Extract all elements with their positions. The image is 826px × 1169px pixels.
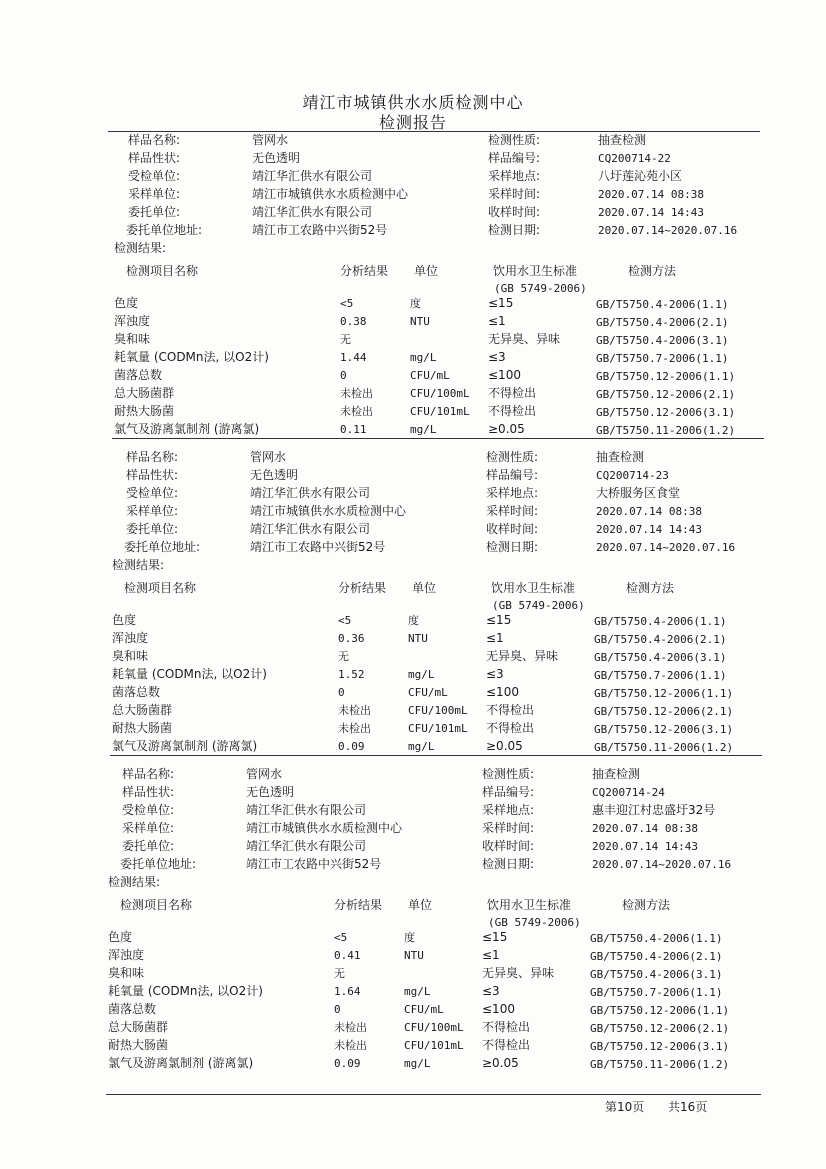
inspected-unit-value: 靖江华汇供水有限公司 <box>250 486 371 500</box>
result-row-value: 未检出 <box>340 387 373 400</box>
sampling-site-label: 采样地点: <box>482 803 535 817</box>
result-row-value: 1.64 <box>334 985 361 998</box>
result-row-item: 臭和味 <box>112 649 149 663</box>
result-row-method: GB/T5750.4-2006(1.1) <box>594 615 727 628</box>
test-date-label: 检测日期: <box>488 223 541 237</box>
result-row-method: GB/T5750.7-2006(1.1) <box>594 669 727 682</box>
client-unit-label: 委托单位: <box>128 205 181 219</box>
result-row-standard: 不得检出 <box>486 721 535 735</box>
result-row-unit: mg/L <box>408 668 435 681</box>
result-row-unit: CFU/mL <box>404 1003 444 1016</box>
column-header-standard: 饮用水卫生标准 <box>491 581 576 595</box>
test-date-value: 2020.07.14~2020.07.16 <box>598 224 738 237</box>
result-row-standard: ≤15 <box>486 613 512 627</box>
sampling-unit-label: 采样单位: <box>126 504 179 518</box>
sampling-site-label: 采样地点: <box>486 486 539 500</box>
test-nature-value: 抽查检测 <box>596 450 645 464</box>
result-row-value: 0.41 <box>334 949 361 962</box>
test-nature-value: 抽查检测 <box>598 133 647 147</box>
sample-state-label: 样品性状: <box>128 151 181 165</box>
sampling-time-label: 采样时间: <box>482 821 535 835</box>
client-address-label: 委托单位地址: <box>124 540 201 554</box>
report-section <box>108 766 768 1086</box>
sample-number-value: CQ200714-23 <box>596 469 669 482</box>
result-row-method: GB/T5750.12-2006(3.1) <box>596 406 736 419</box>
result-row-method: GB/T5750.4-2006(3.1) <box>596 334 729 347</box>
result-row-value: 0.36 <box>338 632 365 645</box>
result-row-standard: ≤3 <box>486 667 504 681</box>
result-row-standard: ≤100 <box>482 1002 515 1016</box>
sampling-site-value: 惠丰迎江村忠盛圩32号 <box>592 803 716 817</box>
column-header-standard: 饮用水卫生标准 <box>487 898 572 912</box>
result-row-unit: mg/L <box>404 1057 431 1070</box>
inspected-unit-label: 受检单位: <box>122 803 175 817</box>
sample-state-value: 无色透明 <box>252 151 301 165</box>
result-row-item: 菌落总数 <box>114 368 163 382</box>
result-row-item: 耗氧量 (CODMn法, 以O2计) <box>114 350 269 364</box>
client-unit-value: 靖江华汇供水有限公司 <box>250 522 371 536</box>
result-row-standard: ≤3 <box>488 350 506 364</box>
result-row-method: GB/T5750.12-2006(2.1) <box>590 1022 730 1035</box>
result-row-value: 未检出 <box>334 1021 367 1034</box>
sampling-time-label: 采样时间: <box>486 504 539 518</box>
result-row-item: 总大肠菌群 <box>108 1020 169 1034</box>
results-heading: 检测结果: <box>114 241 167 255</box>
result-row-method: GB/T5750.4-2006(3.1) <box>590 968 723 981</box>
report-section <box>114 132 774 452</box>
test-nature-label: 检测性质: <box>488 133 541 147</box>
result-row-item: 浑浊度 <box>112 631 149 645</box>
client-unit-value: 靖江华汇供水有限公司 <box>246 839 367 853</box>
column-header-unit: 单位 <box>412 581 437 595</box>
result-row-standard: ≤1 <box>486 631 504 645</box>
result-row-method: GB/T5750.12-2006(1.1) <box>590 1004 730 1017</box>
column-header-standard-ref: (GB 5749-2006) <box>492 599 585 612</box>
test-date-value: 2020.07.14~2020.07.16 <box>592 858 732 871</box>
result-row-standard: ≤100 <box>488 368 521 382</box>
page-total: 共16页 <box>668 1100 708 1114</box>
result-row-value: 0 <box>340 369 347 382</box>
result-row-unit: CFU/100mL <box>410 387 470 400</box>
client-address-label: 委托单位地址: <box>120 857 197 871</box>
result-row-method: GB/T5750.12-2006(2.1) <box>596 388 736 401</box>
result-row-method: GB/T5750.12-2006(3.1) <box>590 1040 730 1053</box>
test-nature-value: 抽查检测 <box>592 767 641 781</box>
result-row-item: 浑浊度 <box>108 948 145 962</box>
sample-name-label: 样品名称: <box>128 133 181 147</box>
column-header-result: 分析结果 <box>334 898 383 912</box>
sample-state-value: 无色透明 <box>246 785 295 799</box>
result-row-standard: 无异臭、异味 <box>488 332 561 346</box>
receive-time-label: 收样时间: <box>486 522 539 536</box>
result-row-unit: 度 <box>410 297 421 310</box>
result-row-standard: ≤1 <box>488 314 506 328</box>
result-row-standard: 不得检出 <box>488 404 537 418</box>
sample-name-label: 样品名称: <box>126 450 179 464</box>
client-address-value: 靖江市工农路中兴街52号 <box>252 223 388 237</box>
result-row-unit: CFU/mL <box>408 686 448 699</box>
result-row-value: 0.09 <box>334 1057 361 1070</box>
results-heading: 检测结果: <box>108 875 161 889</box>
result-row-standard: 不得检出 <box>482 1020 531 1034</box>
result-row-value: 1.44 <box>340 351 367 364</box>
sample-name-value: 管网水 <box>252 133 289 147</box>
column-header-item: 检测项目名称 <box>124 581 197 595</box>
result-row-value: 1.52 <box>338 668 365 681</box>
sampling-unit-value: 靖江市城镇供水水质检测中心 <box>250 504 407 518</box>
column-header-result: 分析结果 <box>340 264 389 278</box>
result-row-standard: ≤100 <box>486 685 519 699</box>
sample-number-label: 样品编号: <box>482 785 535 799</box>
results-heading: 检测结果: <box>112 558 165 572</box>
column-header-standard-ref: (GB 5749-2006) <box>488 916 581 929</box>
result-row-item: 色度 <box>108 930 133 944</box>
result-row-unit: NTU <box>404 949 424 962</box>
receive-time-label: 收样时间: <box>482 839 535 853</box>
test-date-value: 2020.07.14~2020.07.16 <box>596 541 736 554</box>
sampling-unit-label: 采样单位: <box>128 187 181 201</box>
result-row-unit: mg/L <box>410 351 437 364</box>
section-rule <box>110 755 762 756</box>
result-row-method: GB/T5750.4-2006(1.1) <box>596 298 729 311</box>
result-row-method: GB/T5750.7-2006(1.1) <box>590 986 723 999</box>
result-row-item: 臭和味 <box>114 332 151 346</box>
result-row-method: GB/T5750.12-2006(1.1) <box>594 687 734 700</box>
section-rule <box>112 438 764 439</box>
column-header-method: 检测方法 <box>622 898 671 912</box>
sample-number-value: CQ200714-22 <box>598 152 671 165</box>
result-row-item: 菌落总数 <box>108 1002 157 1016</box>
test-date-label: 检测日期: <box>482 857 535 871</box>
result-row-value: <5 <box>340 297 354 310</box>
page-number: 第10页 <box>605 1100 645 1114</box>
client-unit-label: 委托单位: <box>122 839 175 853</box>
result-row-method: GB/T5750.11-2006(1.2) <box>590 1058 730 1071</box>
result-row-item: 总大肠菌群 <box>112 703 173 717</box>
sampling-time-value: 2020.07.14 08:38 <box>592 822 698 835</box>
test-date-label: 检测日期: <box>486 540 539 554</box>
result-row-unit: mg/L <box>410 423 437 436</box>
sample-name-value: 管网水 <box>246 767 283 781</box>
client-unit-value: 靖江华汇供水有限公司 <box>252 205 373 219</box>
result-row-method: GB/T5750.4-2006(1.1) <box>590 932 723 945</box>
sampling-time-value: 2020.07.14 08:38 <box>596 505 702 518</box>
sample-state-label: 样品性状: <box>126 468 179 482</box>
result-row-unit: CFU/100mL <box>404 1021 464 1034</box>
receive-time-value: 2020.07.14 14:43 <box>596 523 702 536</box>
column-header-unit: 单位 <box>414 264 439 278</box>
footer-rule <box>106 1094 761 1095</box>
inspected-unit-label: 受检单位: <box>126 486 179 500</box>
result-row-item: 耐热大肠菌 <box>112 721 173 735</box>
result-row-method: GB/T5750.12-2006(2.1) <box>594 705 734 718</box>
result-row-item: 臭和味 <box>108 966 145 980</box>
result-row-unit: mg/L <box>404 985 431 998</box>
inspected-unit-value: 靖江华汇供水有限公司 <box>252 169 373 183</box>
result-row-method: GB/T5750.11-2006(1.2) <box>596 424 736 437</box>
sample-state-value: 无色透明 <box>250 468 299 482</box>
column-header-result: 分析结果 <box>338 581 387 595</box>
result-row-value: 0 <box>334 1003 341 1016</box>
result-row-value: 未检出 <box>338 722 371 735</box>
column-header-method: 检测方法 <box>628 264 677 278</box>
result-row-value: 无 <box>334 967 345 980</box>
result-row-standard: 无异臭、异味 <box>482 966 555 980</box>
result-row-unit: CFU/101mL <box>408 722 468 735</box>
result-row-unit: NTU <box>408 632 428 645</box>
column-header-standard-ref: (GB 5749-2006) <box>494 282 587 295</box>
sample-number-value: CQ200714-24 <box>592 786 665 799</box>
sampling-unit-value: 靖江市城镇供水水质检测中心 <box>246 821 403 835</box>
result-row-standard: 不得检出 <box>486 703 535 717</box>
result-row-standard: ≤1 <box>482 948 500 962</box>
client-address-label: 委托单位地址: <box>126 223 203 237</box>
result-row-item: 耗氧量 (CODMn法, 以O2计) <box>112 667 267 681</box>
result-row-item: 氯气及游离氯制剂 (游离氯) <box>108 1056 254 1070</box>
receive-time-value: 2020.07.14 14:43 <box>598 206 704 219</box>
sample-name-value: 管网水 <box>250 450 287 464</box>
result-row-standard: ≥0.05 <box>486 739 523 753</box>
result-row-unit: CFU/101mL <box>410 405 470 418</box>
result-row-standard: 不得检出 <box>488 386 537 400</box>
report-section <box>112 449 772 769</box>
result-row-item: 菌落总数 <box>112 685 161 699</box>
result-row-value: <5 <box>334 931 348 944</box>
result-row-value: 0.38 <box>340 315 367 328</box>
sampling-site-value: 大桥服务区食堂 <box>596 486 681 500</box>
result-row-item: 氯气及游离氯制剂 (游离氯) <box>114 422 260 436</box>
column-header-standard: 饮用水卫生标准 <box>493 264 578 278</box>
result-row-item: 色度 <box>112 613 137 627</box>
document-subtitle: 检测报告 <box>378 113 447 132</box>
result-row-value: 无 <box>338 650 349 663</box>
result-row-method: GB/T5750.12-2006(1.1) <box>596 370 736 383</box>
result-row-standard: ≥0.05 <box>482 1056 519 1070</box>
test-nature-label: 检测性质: <box>486 450 539 464</box>
result-row-standard: 不得检出 <box>482 1038 531 1052</box>
result-row-value: 0 <box>338 686 345 699</box>
test-nature-label: 检测性质: <box>482 767 535 781</box>
result-row-standard: ≥0.05 <box>488 422 525 436</box>
result-row-unit: CFU/101mL <box>404 1039 464 1052</box>
result-row-method: GB/T5750.7-2006(1.1) <box>596 352 729 365</box>
result-row-value: 无 <box>340 333 351 346</box>
sample-name-label: 样品名称: <box>122 767 175 781</box>
result-row-standard: ≤15 <box>482 930 508 944</box>
sampling-time-value: 2020.07.14 08:38 <box>598 188 704 201</box>
client-address-value: 靖江市工农路中兴街52号 <box>246 857 382 871</box>
result-row-value: 0.11 <box>340 423 367 436</box>
inspected-unit-label: 受检单位: <box>128 169 181 183</box>
result-row-item: 总大肠菌群 <box>114 386 175 400</box>
result-row-item: 氯气及游离氯制剂 (游离氯) <box>112 739 258 753</box>
result-row-value: 未检出 <box>340 405 373 418</box>
result-row-value: <5 <box>338 614 352 627</box>
document-title: 靖江市城镇供水水质检测中心 <box>302 93 524 112</box>
client-address-value: 靖江市工农路中兴街52号 <box>250 540 386 554</box>
result-row-unit: CFU/mL <box>410 369 450 382</box>
result-row-item: 耐热大肠菌 <box>114 404 175 418</box>
result-row-method: GB/T5750.4-2006(3.1) <box>594 651 727 664</box>
result-row-method: GB/T5750.4-2006(2.1) <box>596 316 729 329</box>
column-header-unit: 单位 <box>408 898 433 912</box>
result-row-value: 0.09 <box>338 740 365 753</box>
inspected-unit-value: 靖江华汇供水有限公司 <box>246 803 367 817</box>
result-row-unit: NTU <box>410 315 430 328</box>
result-row-item: 浑浊度 <box>114 314 151 328</box>
result-row-unit: 度 <box>408 614 419 627</box>
result-row-standard: ≤3 <box>482 984 500 998</box>
result-row-method: GB/T5750.4-2006(2.1) <box>590 950 723 963</box>
result-row-method: GB/T5750.12-2006(3.1) <box>594 723 734 736</box>
sampling-site-label: 采样地点: <box>488 169 541 183</box>
sampling-unit-label: 采样单位: <box>122 821 175 835</box>
receive-time-value: 2020.07.14 14:43 <box>592 840 698 853</box>
column-header-item: 检测项目名称 <box>126 264 199 278</box>
result-row-unit: CFU/100mL <box>408 704 468 717</box>
result-row-value: 未检出 <box>334 1039 367 1052</box>
receive-time-label: 收样时间: <box>488 205 541 219</box>
sampling-unit-value: 靖江市城镇供水水质检测中心 <box>252 187 409 201</box>
result-row-value: 未检出 <box>338 704 371 717</box>
result-row-item: 色度 <box>114 296 139 310</box>
sampling-site-value: 八圩莲沁苑小区 <box>598 169 683 183</box>
result-row-standard: 无异臭、异味 <box>486 649 559 663</box>
column-header-item: 检测项目名称 <box>120 898 193 912</box>
sample-number-label: 样品编号: <box>486 468 539 482</box>
client-unit-label: 委托单位: <box>126 522 179 536</box>
result-row-unit: mg/L <box>408 740 435 753</box>
result-row-method: GB/T5750.4-2006(2.1) <box>594 633 727 646</box>
result-row-unit: 度 <box>404 931 415 944</box>
sample-state-label: 样品性状: <box>122 785 175 799</box>
result-row-standard: ≤15 <box>488 296 514 310</box>
result-row-item: 耗氧量 (CODMn法, 以O2计) <box>108 984 263 998</box>
column-header-method: 检测方法 <box>626 581 675 595</box>
result-row-item: 耐热大肠菌 <box>108 1038 169 1052</box>
sample-number-label: 样品编号: <box>488 151 541 165</box>
sampling-time-label: 采样时间: <box>488 187 541 201</box>
result-row-method: GB/T5750.11-2006(1.2) <box>594 741 734 754</box>
